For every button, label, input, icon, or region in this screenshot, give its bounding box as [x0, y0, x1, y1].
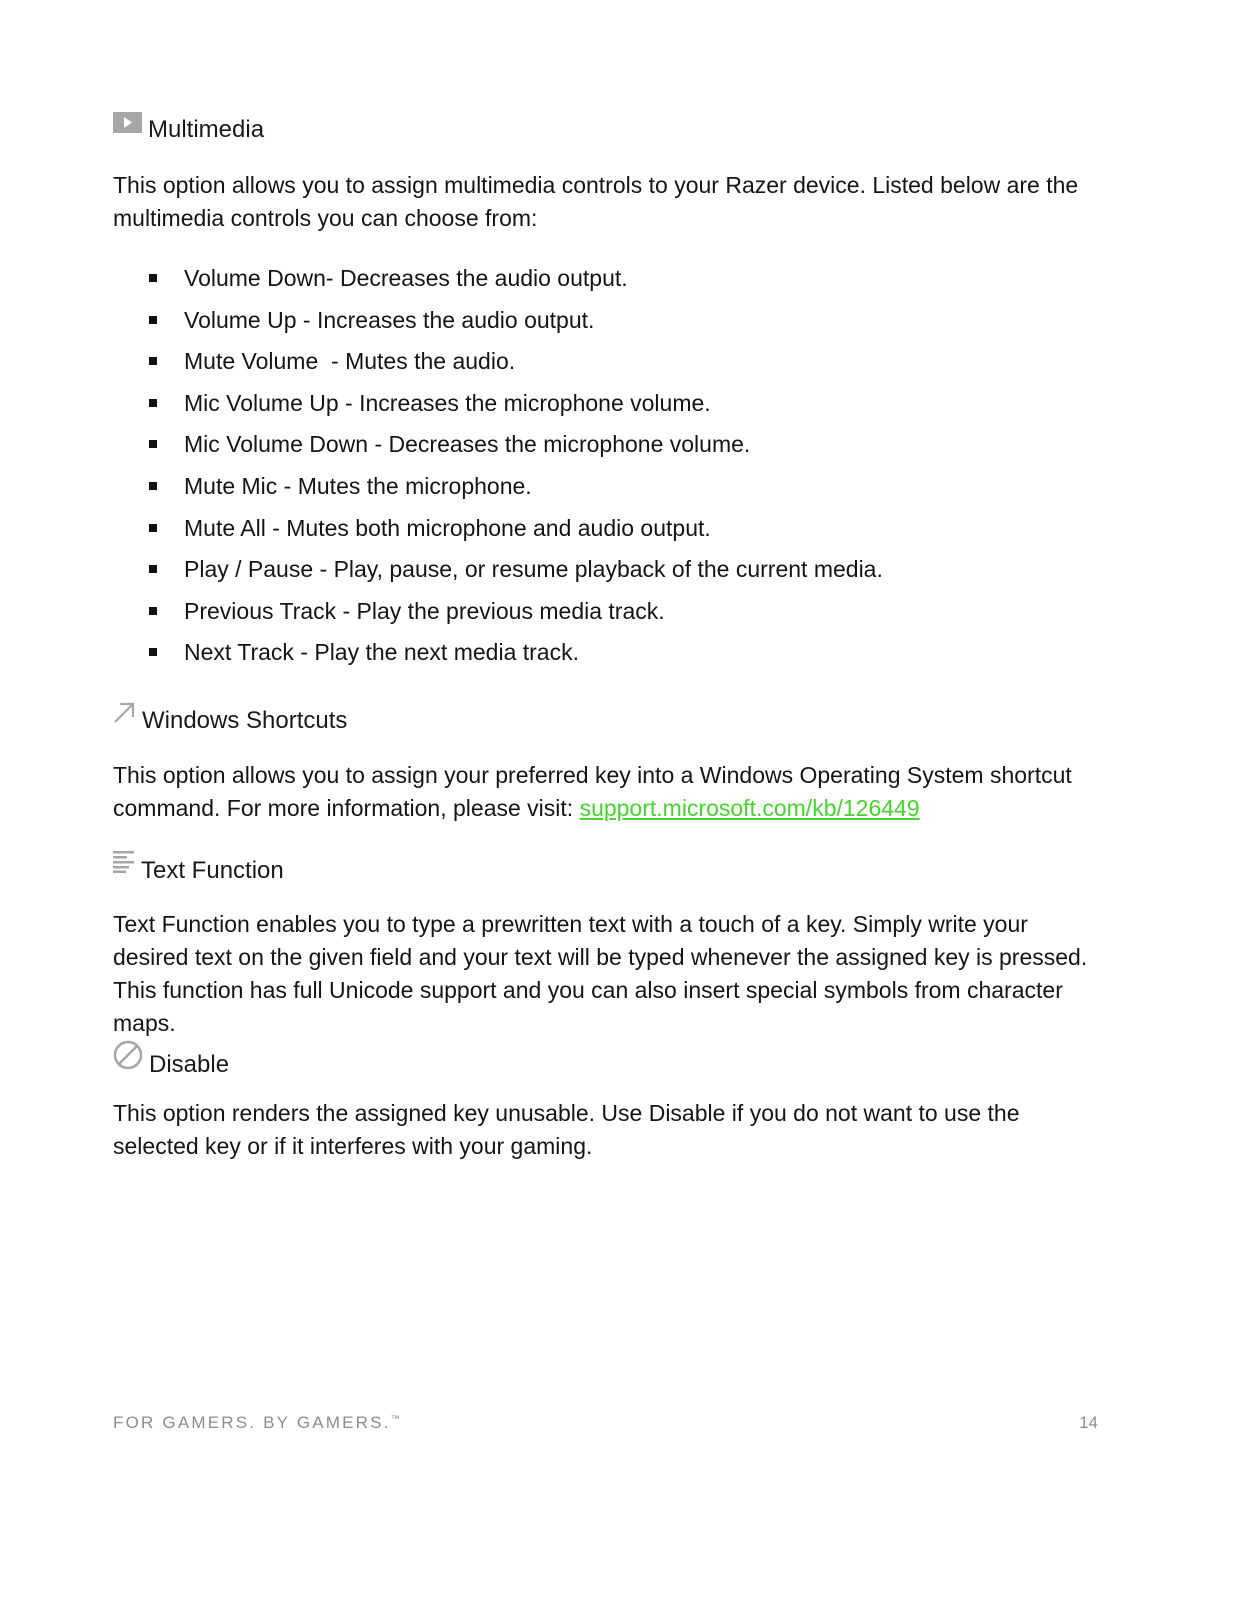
list-item	[113, 470, 1103, 512]
text-function-title: Text Function	[141, 857, 284, 884]
list-item	[113, 428, 1103, 470]
multimedia-heading	[113, 112, 264, 144]
text-function-text: Text Function enables you to type a prewritten text with a touch of a key. Simply write your desired text on the given field and your text will be typed whenever the assigned key is pressed. This function has full Unicode support and you can also insert special symbols from character maps.	[113, 911, 1088, 1036]
list-item-text: Volume Down- Decreases the audio output.	[184, 265, 628, 291]
bullet-square-icon	[149, 482, 157, 490]
bullet-square-icon	[149, 648, 157, 656]
list-item-text: Play / Pause - Play, pause, or resume playback of the current media.	[184, 556, 883, 583]
microsoft-kb-link[interactable]: support.microsoft.com/kb/126449	[579, 795, 920, 821]
list-item	[113, 262, 1103, 304]
list-item	[113, 304, 1103, 346]
disable-title: Disable	[149, 1051, 230, 1078]
bullet-square-icon	[149, 357, 157, 365]
bullet-square-icon	[149, 399, 157, 407]
multimedia-list	[113, 262, 1103, 678]
list-item	[113, 512, 1103, 554]
trademark-symbol: ™	[390, 1413, 400, 1424]
footer-tagline-text: FOR GAMERS. BY GAMERS.	[113, 1413, 391, 1432]
bullet-square-icon	[149, 274, 157, 282]
multimedia-intro: This option allows you to assign multimedia controls to your Razer device. Listed below are the multimedia controls you can choose from:	[113, 172, 1079, 231]
list-item-text: Mic Volume Down - Decreases the microphone volume.	[184, 431, 751, 458]
bullet-square-icon	[149, 524, 157, 532]
list-item	[113, 553, 1103, 595]
page-number: 14	[1079, 1413, 1098, 1432]
windows-shortcuts-heading	[113, 702, 347, 735]
disable-icon	[113, 1040, 143, 1077]
list-item-text: Mute Volume - Mutes the audio.	[184, 348, 516, 375]
disable-heading	[113, 1040, 229, 1079]
bullet-square-icon	[149, 440, 157, 448]
list-item-text: Volume Up - Increases the audio output.	[184, 306, 595, 333]
text-lines-icon	[113, 851, 134, 880]
windows-shortcuts-body: This option allows you to assign your preferred key into a Windows Operating System shortcut command. For more information, please visit:	[113, 762, 1072, 821]
list-item-text: Mute All - Mutes both microphone and audio output.	[184, 514, 711, 541]
bullet-square-icon	[149, 316, 157, 324]
footer-tagline	[113, 1413, 400, 1433]
list-item-text: Next Track - Play the next media track.	[184, 639, 579, 666]
list-item-text: Mute Mic - Mutes the microphone.	[184, 472, 532, 499]
disable-text: This option renders the assigned key unusable. Use Disable if you do not want to use the selected key or if it interferes with your gaming.	[113, 1100, 1020, 1159]
play-icon	[113, 112, 142, 140]
multimedia-title: Multimedia	[148, 116, 265, 143]
bullet-square-icon	[149, 607, 157, 615]
list-item	[113, 595, 1103, 637]
list-item-text: Mic Volume Up - Increases the microphone volume.	[184, 389, 711, 416]
windows-shortcuts-text	[113, 759, 1103, 825]
list-item-text: Previous Track - Play the previous media track.	[184, 597, 665, 624]
list-item	[113, 345, 1103, 387]
list-item	[113, 636, 1103, 678]
bullet-square-icon	[149, 565, 157, 573]
text-function-heading	[113, 851, 284, 885]
windows-shortcuts-title: Windows Shortcuts	[142, 707, 348, 734]
list-item	[113, 387, 1103, 429]
arrow-up-right-icon	[113, 702, 135, 731]
